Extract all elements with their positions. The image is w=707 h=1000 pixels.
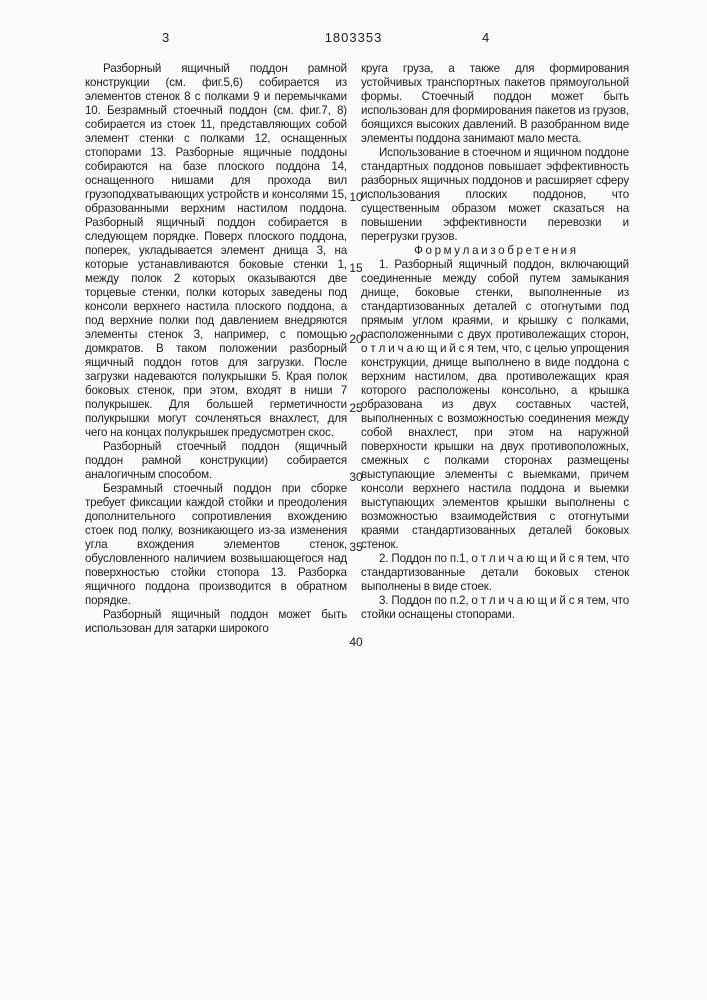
description-paragraph: Безрамный стоечный поддон при сборке требует фиксации каждой стойки и преодоления дополнительного сопротивления вхождению стоек под полку, возникающего из-за изменения угла вхождения элементов стенок, обусловленного наличием возвышающегося над поверхностью стойки стопора 13. Разборка ящичного поддона производится в обратном порядке. <box>85 482 347 607</box>
left-text-column <box>85 62 347 636</box>
line-number: 40 <box>349 635 363 649</box>
line-number: 25 <box>349 401 363 415</box>
patent-number: 1803353 <box>324 30 383 45</box>
line-number: 15 <box>349 261 363 275</box>
claims-heading: Ф о р м у л а и з о б р е т е н и я <box>414 244 576 257</box>
column-number-right: 4 <box>482 30 490 45</box>
claim-paragraph: 2. Поддон по п.1, о т л и ч а ю щ и й с я тем, что стандартизованные детали боковых стенок выполнены в виде стоек. <box>361 552 629 593</box>
claim-paragraph: 1. Разборный ящичный поддон, включающий соединенные между собой путем замыкания днище, боковые стенки, выполненные из стандартизованных деталей с отогнутыми под прямым углом краями, и крышку с полками, расположенными с двух противолежащих сторон, о т л и ч а ю щ и й с я тем, что, с целью упрощения конструкции, днище выполнено в виде поддона с верхним настилом, два противолежащих края которого расположены консольно, а крышка образована из двух составных частей, выполненных с возможностью соединения между собой внахлест, при этом на наружной поверхности крышки на двух противоположных, смежных с полками сторонах размещены выступающие элементы с выемками, причем консоли верхнего настила поддона и выемки выступающих элементов крышки выполнены с возможностью взаимодействия с отогнутыми краями стандартизованных деталей боковых стенок. <box>361 258 629 551</box>
description-paragraph: Разборный ящичный поддон может быть использован для затарки широкого <box>85 608 347 635</box>
line-number: 30 <box>349 470 363 484</box>
line-number: 20 <box>349 332 363 346</box>
description-paragraph: Использование в стоечном и ящичном поддоне стандартных поддонов повышает эффективность разборных ящичных поддонов и расширяет сферу использования плоских поддонов, что существенным образом может сказаться на повышении эффективности перевозки и перегрузки грузов. <box>361 146 629 243</box>
line-number: 35 <box>349 540 363 554</box>
description-paragraph: круга груза, а также для формирования устойчивых транспортных пакетов прямоугольной формы. Стоечный поддон может быть использован для формирования пакетов из грузов, боящихся высоких давлений. В разобранном виде элементы поддона занимают мало места. <box>361 62 629 145</box>
description-paragraph: Разборный ящичный поддон рамной конструкции (см. фиг.5,6) собирается из элементов стенок 8 с полками 9 и перемычками 10. Безрамный стоечный поддон (см. фиг.7, 8) собирается из стоек 11, представляющих собой элемент стенки с полками 12, оснащенных стопорами 13. Разборные ящичные поддоны собираются на базе плоского поддона 14, оснащенного нишами для прохода вил грузоподхватывающих устройств и консолями 15, образованными верхним настилом поддона. Разборный ящичный поддон собирается в следующем порядке. Поверх плоского поддона, поперек, укладывается элемент днища 3, на которые устанавливаются боковые стенки 1, между полок 2 которых оказываются две торцевые стенки, полки которых заведены под консоли верхнего настила плоского поддона, а под верхние полки под давлением внедряются элементы стенок 3, например, с помощью домкратов. В таком положении разборный ящичный поддон готов для загрузки. После загрузки надеваются полукрышки 5. Края полок боковых стенок, при этом, входят в ниши 7 полукрышек. Для большей герметичности полукрышки могут сочленяться внахлест, для чего на концах полукрышек предусмотрен скос. <box>85 62 347 439</box>
right-text-column <box>361 62 629 622</box>
line-number: 10 <box>349 190 363 204</box>
description-paragraph: Разборный стоечный поддон (ящичный поддон рамной конструкции) собирается аналогичным способом. <box>85 440 347 481</box>
page-header <box>0 30 707 48</box>
claim-paragraph: 3. Поддон по п.2, о т л и ч а ю щ и й с я тем, что стойки оснащены стопорами. <box>361 594 629 621</box>
column-number-left: 3 <box>162 30 170 45</box>
